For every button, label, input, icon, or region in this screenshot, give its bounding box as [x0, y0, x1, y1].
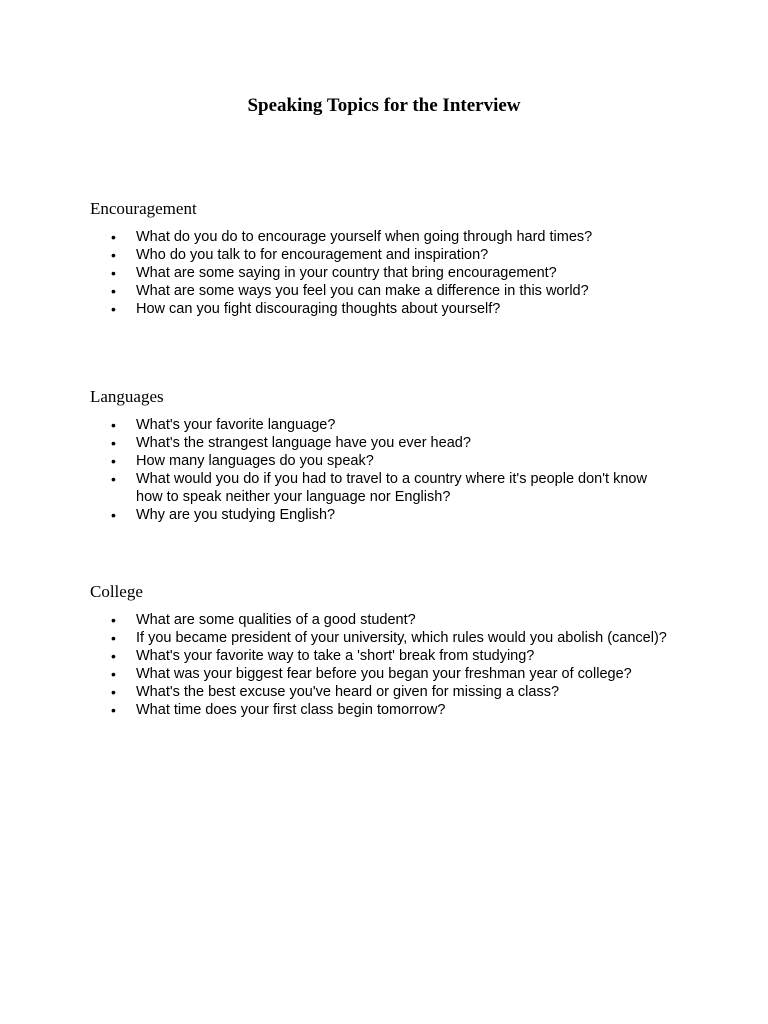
section-heading: Encouragement [90, 199, 197, 218]
topic-text: What's your favorite way to take a 'short' break from studying? [136, 648, 535, 664]
bullet-icon: • [111, 471, 116, 487]
bullet-icon: • [111, 229, 116, 245]
bullet-icon: • [111, 648, 116, 664]
topic-list [90, 416, 690, 524]
bullet-icon: • [111, 630, 116, 646]
topic-text: What's the strangest language have you ever head? [136, 435, 471, 451]
topic-text: What's the best excuse you've heard or given for missing a class? [136, 684, 560, 700]
list-item [90, 452, 676, 470]
topic-list [90, 611, 690, 719]
section-heading: College [90, 582, 143, 601]
bullet-icon: • [111, 301, 116, 317]
topic-text: How can you fight discouraging thoughts about yourself? [136, 301, 501, 317]
list-item [90, 228, 676, 246]
list-item [90, 470, 676, 506]
topic-text: If you became president of your university, which rules would you abolish (cancel)? [136, 630, 667, 646]
list-item [90, 246, 676, 264]
list-item [90, 300, 676, 318]
section-languages [90, 386, 690, 524]
bullet-icon: • [111, 265, 116, 281]
list-item [90, 282, 676, 300]
topic-text: How many languages do you speak? [136, 453, 374, 469]
bullet-icon: • [111, 435, 116, 451]
list-item [90, 629, 676, 647]
bullet-icon: • [111, 283, 116, 299]
topic-text: What time does your first class begin tomorrow? [136, 702, 446, 718]
list-item [90, 416, 676, 434]
list-item [90, 701, 676, 719]
list-item [90, 264, 676, 282]
topic-list [90, 228, 690, 318]
topic-text: What are some ways you feel you can make a difference in this world? [136, 283, 589, 299]
section-encouragement [90, 198, 690, 318]
bullet-icon: • [111, 684, 116, 700]
topic-text: What's your favorite language? [136, 417, 336, 433]
list-item [90, 683, 676, 701]
topic-text: What are some qualities of a good student? [136, 612, 416, 628]
list-item [90, 647, 676, 665]
bullet-icon: • [111, 417, 116, 433]
topic-text: What are some saying in your country that bring encouragement? [136, 265, 557, 281]
topic-text: What would you do if you had to travel to a country where it's people don't know how to speak neither your language nor English? [136, 471, 647, 505]
topic-text: What was your biggest fear before you began your freshman year of college? [136, 666, 632, 682]
bullet-icon: • [111, 702, 116, 718]
bullet-icon: • [111, 612, 116, 628]
bullet-icon: • [111, 507, 116, 523]
bullet-icon: • [111, 247, 116, 263]
list-item [90, 506, 676, 524]
list-item [90, 611, 676, 629]
topic-text: Who do you talk to for encouragement and inspiration? [136, 247, 489, 263]
document-title: Speaking Topics for the Interview [247, 95, 521, 116]
list-item [90, 665, 676, 683]
section-heading: Languages [90, 387, 164, 406]
topic-text: Why are you studying English? [136, 507, 336, 523]
bullet-icon: • [111, 453, 116, 469]
section-college [90, 581, 690, 719]
list-item [90, 434, 676, 452]
bullet-icon: • [111, 666, 116, 682]
topic-text: What do you do to encourage yourself when going through hard times? [136, 229, 593, 245]
